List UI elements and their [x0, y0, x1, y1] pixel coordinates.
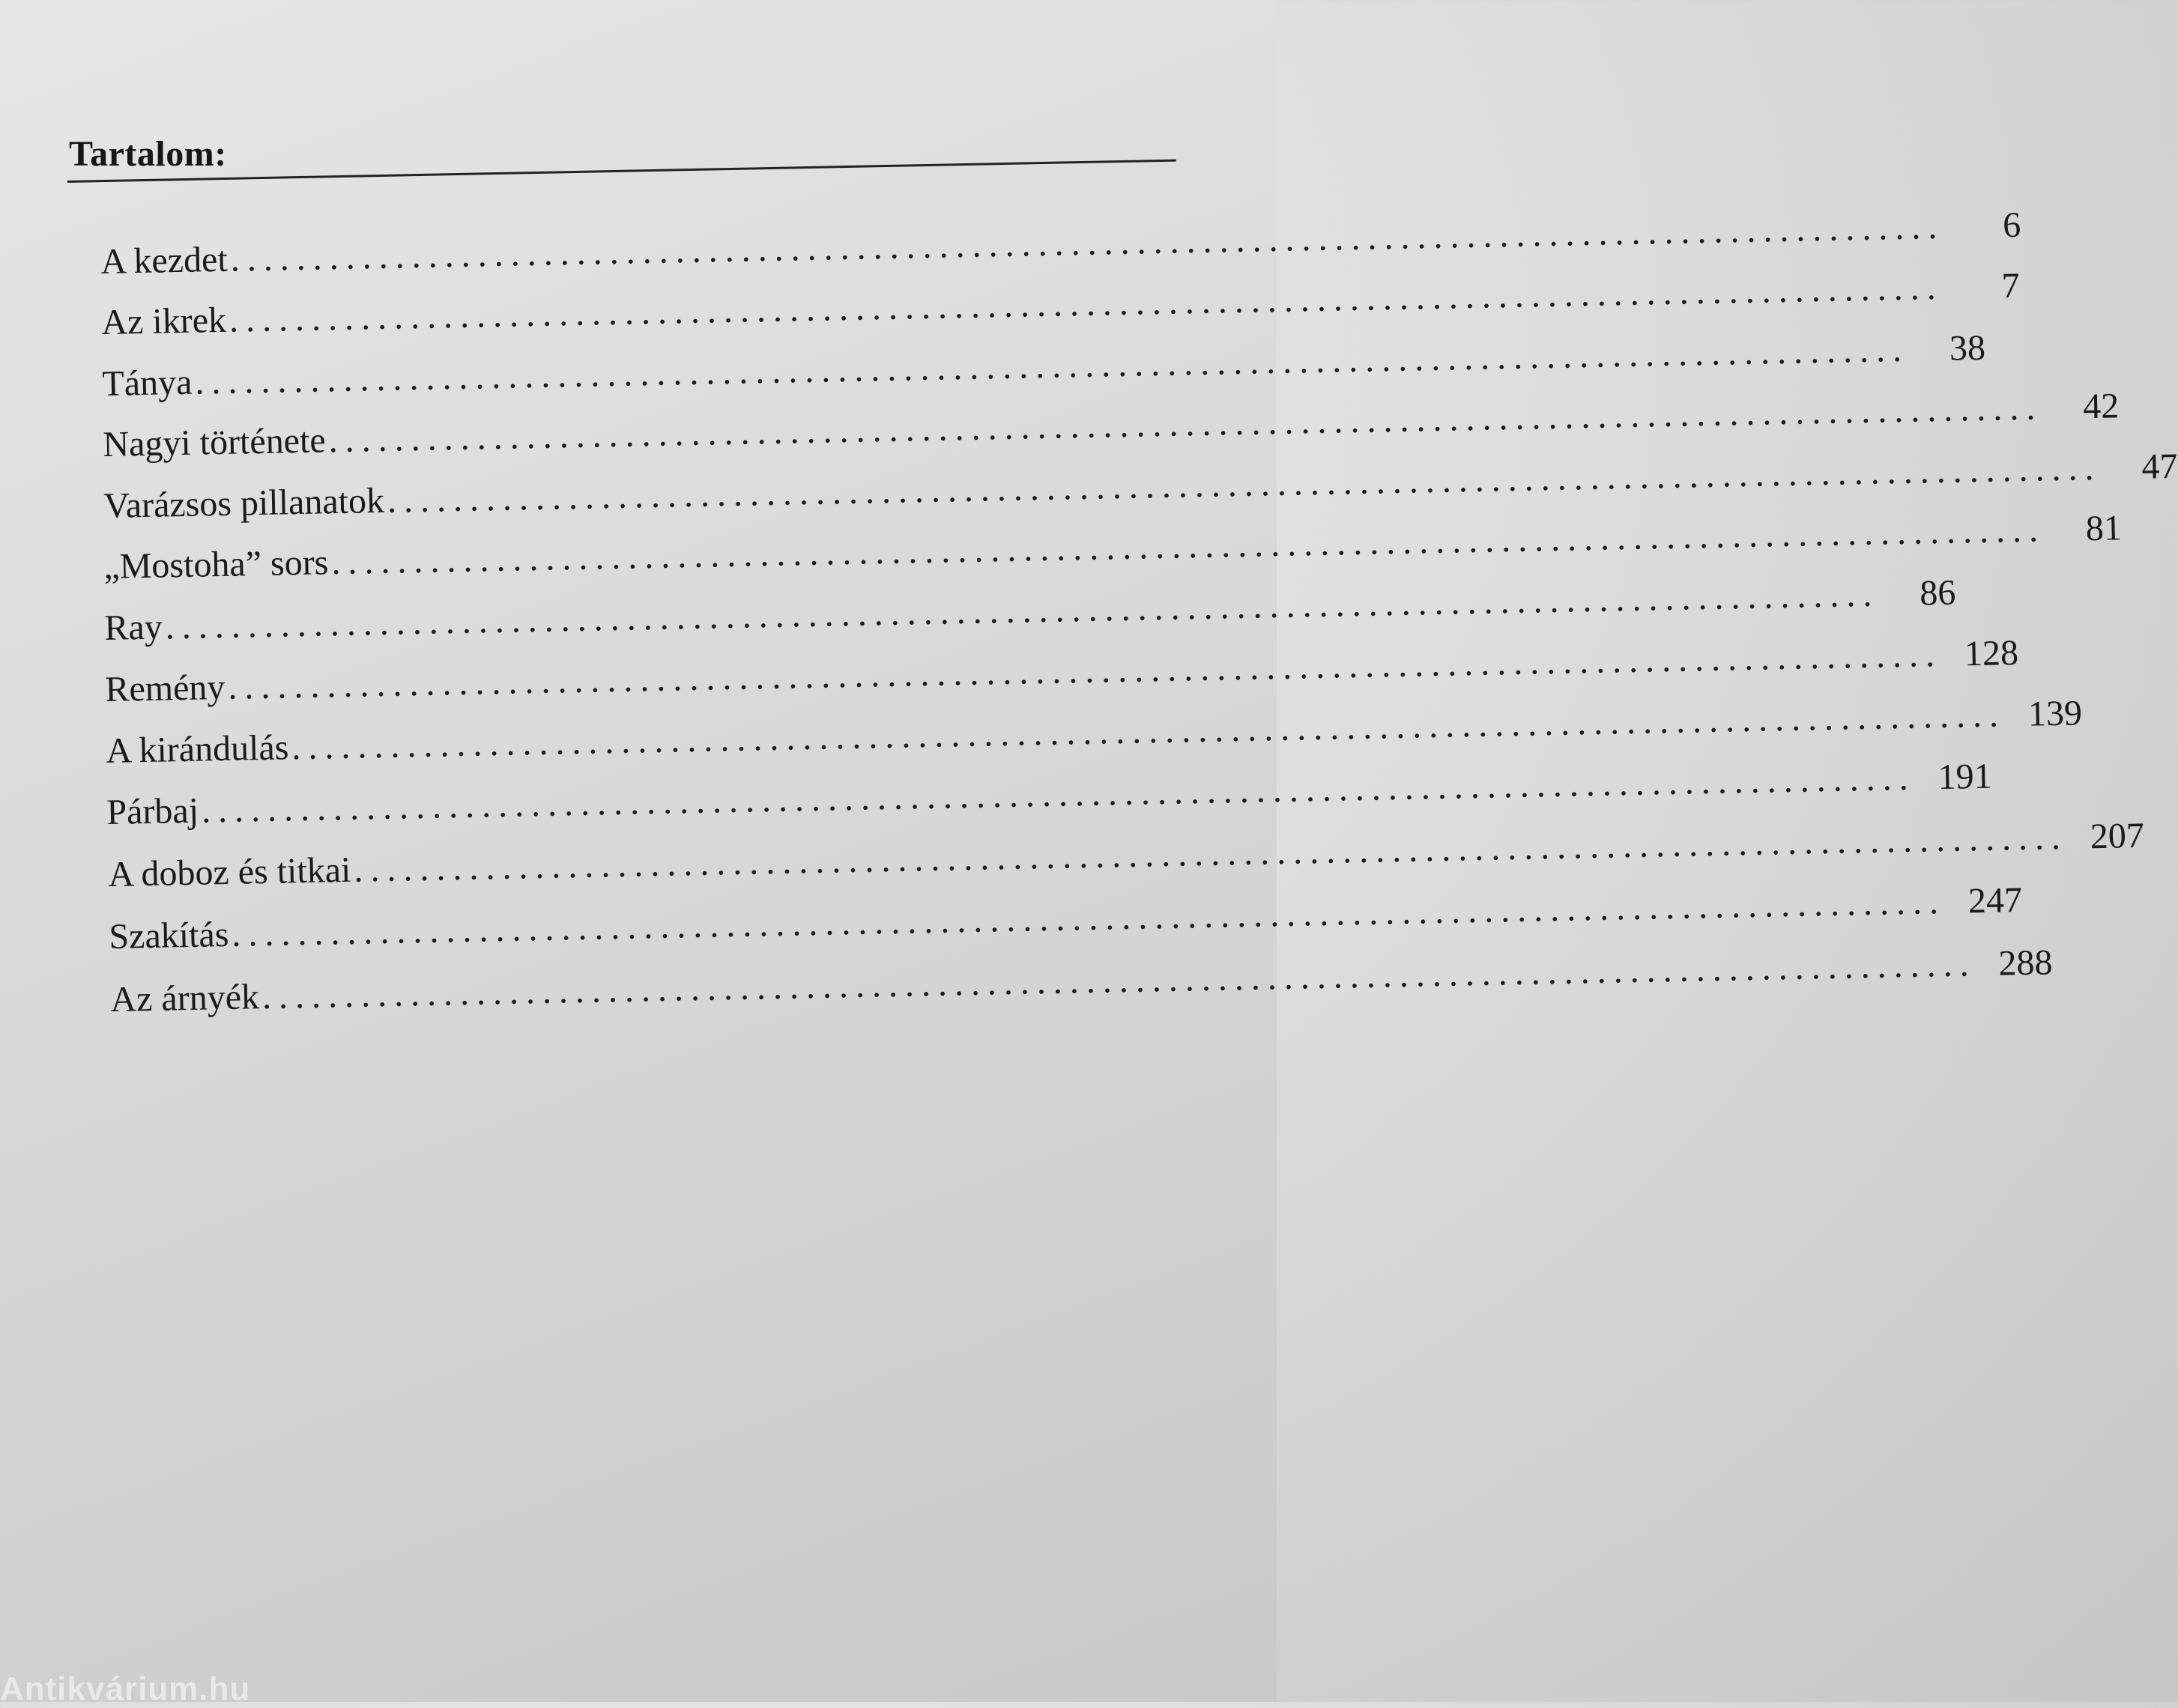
- dot-leader: ........................................................................................................: [353, 817, 2069, 890]
- toc-entry-title: „Mostoha” sors: [103, 542, 329, 587]
- toc-entry-page: 247: [1967, 879, 2023, 921]
- toc-entry-title: Párbaj: [106, 790, 199, 833]
- toc-entry-title: A kezdet: [100, 239, 229, 282]
- toc-entry-page: 38: [1949, 327, 1986, 369]
- toc-entry-title: Tánya: [101, 362, 193, 405]
- toc-entry-page: 42: [2082, 386, 2120, 427]
- toc-entry: [104, 632, 2019, 712]
- dot-leader: ........................................................................................................: [291, 694, 2006, 768]
- toc-entry: [100, 205, 2021, 285]
- toc-entry-page: 128: [1964, 632, 2019, 674]
- toc-entry: [106, 756, 1993, 835]
- dot-leader: ........................................................................................................: [194, 329, 1910, 402]
- toc-entry-title: Ray: [103, 607, 163, 649]
- dot-leader: ........................................................................................................: [261, 944, 1977, 1017]
- toc-entry: [103, 508, 2123, 590]
- toc-entry: [101, 327, 1986, 407]
- toc-entry-page: 139: [2027, 693, 2083, 734]
- dot-leader: ........................................................................................................: [165, 574, 1880, 647]
- dot-leader: ........................................................................................................: [229, 267, 1944, 340]
- toc-entry: [108, 879, 2023, 960]
- toc-entry-title: Nagyi története: [102, 420, 327, 465]
- dot-leader: ........................................................................................................: [231, 881, 1946, 954]
- dot-leader: ........................................................................................................: [330, 509, 2046, 583]
- toc-entry-page: 47: [2141, 446, 2178, 487]
- toc-entry-title: Az árnyék: [109, 977, 260, 1020]
- toc-entry-page: 7: [2001, 265, 2021, 306]
- toc-entry-title: Remény: [104, 667, 226, 710]
- toc-entry-page: 86: [1919, 572, 1956, 614]
- toc-entry-page: 81: [2085, 508, 2123, 549]
- toc-entry: [103, 572, 1956, 651]
- toc-entry-title: Szakítás: [108, 914, 229, 957]
- toc-entry-page: 207: [2090, 815, 2145, 857]
- toc-entry: [109, 942, 2054, 1023]
- toc-entry-page: 6: [2002, 205, 2021, 246]
- dot-leader: ........................................................................................................: [387, 447, 2102, 521]
- watermark: Antikvárium.hu: [0, 1671, 251, 1707]
- toc-entry-title: Az ikrek: [100, 300, 227, 343]
- toc-heading: Tartalom:: [69, 134, 227, 174]
- toc-entry-page: 191: [1937, 756, 1993, 798]
- toc-entry: [107, 815, 2145, 897]
- dot-leader: ........................................................................................................: [230, 206, 1945, 279]
- toc-entry: [102, 386, 2120, 467]
- dot-leader: ........................................................................................................: [328, 387, 2043, 461]
- toc-entry-page: 288: [1998, 942, 2054, 984]
- dot-leader: ........................................................................................................: [201, 757, 1917, 831]
- toc-entry-title: A kirándulás: [105, 727, 289, 772]
- toc-entry-title: A doboz és titkai: [107, 850, 351, 895]
- toc-entry: [100, 265, 2021, 345]
- toc-entry: [105, 693, 2083, 774]
- toc-entry-title: Varázsos pillanatok: [103, 480, 385, 527]
- dot-leader: ........................................................................................................: [227, 634, 1943, 707]
